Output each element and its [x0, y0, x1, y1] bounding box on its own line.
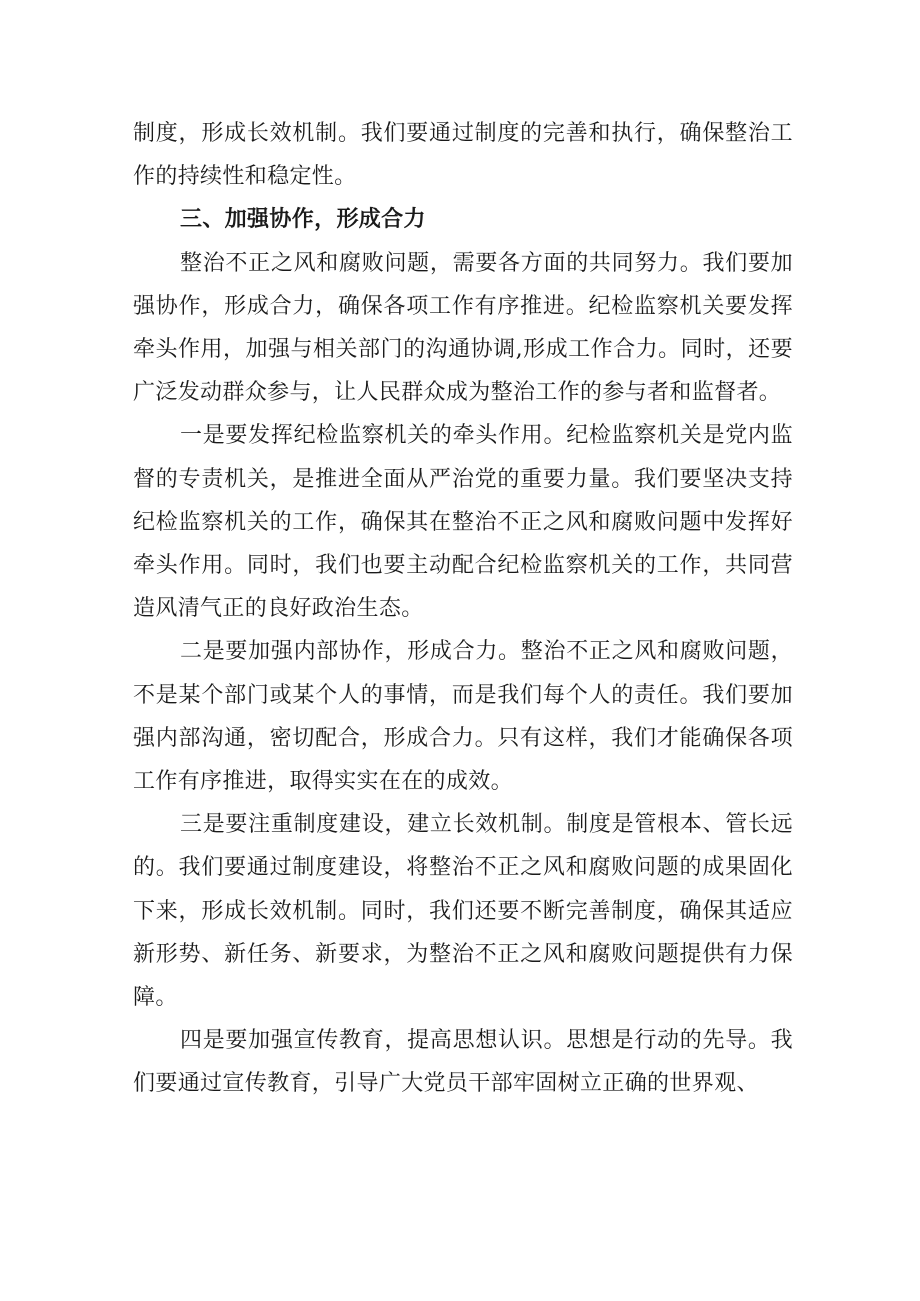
paragraph-point-four: 四是要加强宣传教育，提高思想认识。思想是行动的先导。我们要通过宣传教育，引导广大党员干部牢固树立正确的世界观、: [133, 1028, 793, 1097]
paragraph-section-intro: 整治不正之风和腐败问题，需要各方面的共同努力。我们要加强协作，形成合力，确保各项工作有序推进。纪检监察机关要发挥牵头作用，加强与相关部门的沟通协调,形成工作合力。同时，还要广泛发动群众参与，让人民群众成为整治工作的参与者和监督者。: [133, 250, 793, 406]
paragraph-continuation: 制度，形成长效机制。我们要通过制度的完善和执行，确保整治工作的持续性和稳定性。: [133, 121, 793, 190]
paragraph-point-three: 三是要注重制度建设，建立长效机制。制度是管根本、管长远的。我们要通过制度建设，将整治不正之风和腐败问题的成果固化下来，形成长效机制。同时，我们还要不断完善制度，确保其适应新形势、新任务、新要求，为整治不正之风和腐败问题提供有力保障。: [133, 812, 793, 1011]
paragraph-point-one: 一是要发挥纪检监察机关的牵头作用。纪检监察机关是党内监督的专责机关，是推进全面从严治党的重要力量。我们要坚决支持纪检监察机关的工作，确保其在整治不正之风和腐败问题中发挥好牵头作用。同时，我们也要主动配合纪检监察机关的工作，共同营造风清气正的良好政治生态。: [133, 423, 793, 622]
section-heading: 三、加强协作，形成合力: [180, 207, 426, 233]
paragraph-point-two: 二是要加强内部协作，形成合力。整治不正之风和腐败问题，不是某个部门或某个人的事情，而是我们每个人的责任。我们要加强内部沟通，密切配合，形成合力。只有这样，我们才能确保各项工作有序推进，取得实实在在的成效。: [133, 639, 793, 795]
document-body: [133, 112, 793, 1106]
